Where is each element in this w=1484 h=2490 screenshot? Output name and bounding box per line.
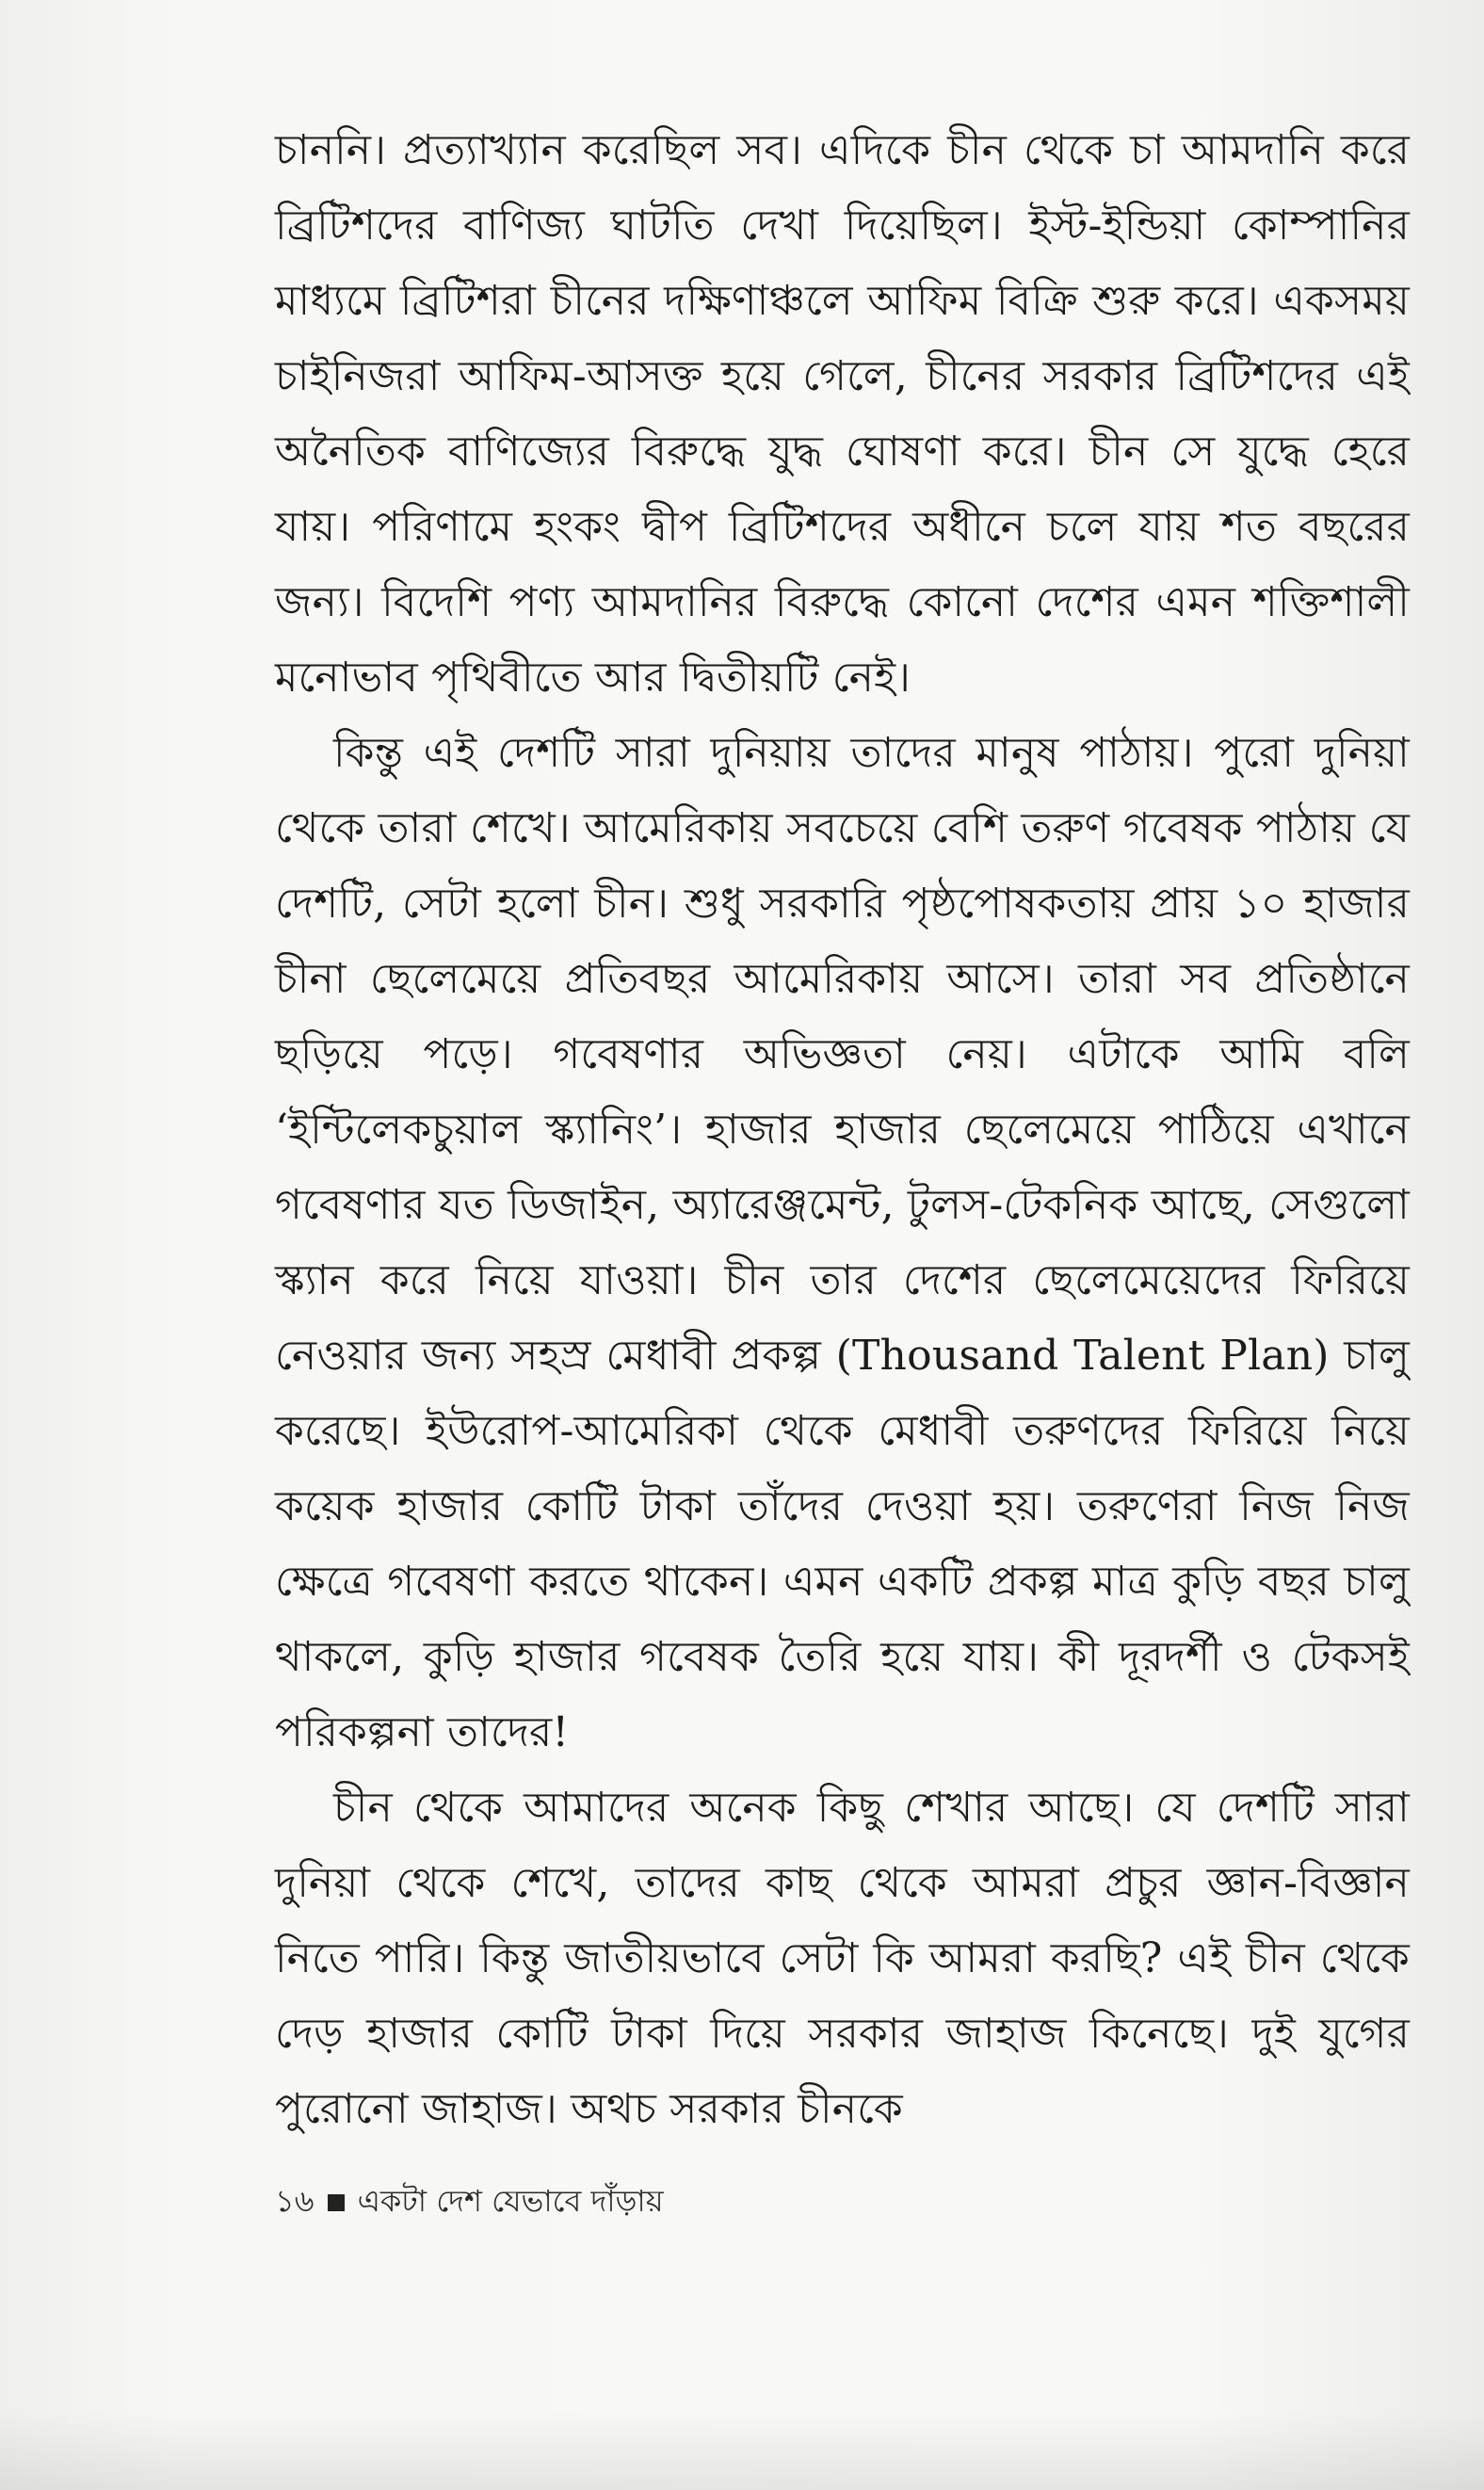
page-number: ১৬ [275, 2183, 315, 2219]
paragraph-3: চীন থেকে আমাদের অনেক কিছু শেখার আছে। যে দেশটি সারা দুনিয়া থেকে শেখে, তাদের কাছ থেকে আমরা প্রচুর জ্ঞান-বিজ্ঞান নিতে পারি। কিন্তু জাতীয়ভাবে সেটা কি আমরা করছি? এই চীন থেকে দেড় হাজার কোটি টাকা দিয়ে সরকার জাহাজ কিনেছে। দুই যুগের পুরোনো জাহাজ। অথচ সরকার চীনকে [275, 1784, 1410, 2133]
body-text [275, 113, 1410, 2147]
page-footer [275, 2177, 664, 2228]
square-bullet-icon [328, 2194, 345, 2211]
paragraph-2: কিন্তু এই দেশটি সারা দুনিয়ায় তাদের মানুষ পাঠায়। পুরো দুনিয়া থেকে তারা শেখে। আমেরিকায় সবচেয়ে বেশি তরুণ গবেষক পাঠায় যে দেশটি, সেটা হলো চীন। শুধু সরকারি পৃষ্ঠপোষকতায় প্রায় ১০ হাজার চীনা ছেলেমেয়ে প্রতিবছর আমেরিকায় আসে। তারা সব প্রতিষ্ঠানে ছড়িয়ে পড়ে। গবেষণার অভিজ্ঞতা নেয়। এটাকে আমি বলি ‘ইন্টিলেকচুয়াল স্ক্যানিং’। হাজার হাজার ছেলেমেয়ে পাঠিয়ে এখানে গবেষণার যত ডিজাইন, অ্যারেঞ্জমেন্ট, টুলস-টেকনিক আছে, সেগুলো স্ক্যান করে নিয়ে যাওয়া। চীন তার দেশের ছেলেমেয়েদের ফিরিয়ে নেওয়ার জন্য সহস্র মেধাবী প্রকল্প (Thousand Talent Plan) চালু করেছে। ইউরোপ-আমেরিকা থেকে মেধাবী তরুণদের ফিরিয়ে নিয়ে কয়েক হাজার কোটি টাকা তাঁদের দেওয়া হয়। তরুণেরা নিজ নিজ ক্ষেত্রে গবেষণা করতে থাকেন। এমন একটি প্রকল্প মাত্র কুড়ি বছর চালু থাকলে, কুড়ি হাজার গবেষক তৈরি হয়ে যায়। কী দূরদর্শী ও টেকসই পরিকল্পনা তাদের! [275, 729, 1410, 1756]
book-title: একটা দেশ যেভাবে দাঁড়ায় [357, 2183, 664, 2219]
page-edge-shadow [0, 2411, 1484, 2490]
paragraph-1: চাননি। প্রত্যাখ্যান করেছিল সব। এদিকে চীন থেকে চা আমদানি করে ব্রিটিশদের বাণিজ্য ঘাটতি দেখা দিয়েছিল। ইস্ট-ইন্ডিয়া কোম্পানির মাধ্যমে ব্রিটিশরা চীনের দক্ষিণাঞ্চলে আফিম বিক্রি শুরু করে। একসময় চাইনিজরা আফিম-আসক্ত হয়ে গেলে, চীনের সরকার ব্রিটিশদের এই অনৈতিক বাণিজ্যের বিরুদ্ধে যুদ্ধ ঘোষণা করে। চীন সে যুদ্ধে হেরে যায়। পরিণামে হংকং দ্বীপ ব্রিটিশদের অধীনে চলে যায় শত বছরের জন্য। বিদেশি পণ্য আমদানির বিরুদ্ধে কোনো দেশের এমন শক্তিশালী মনোভাব পৃথিবীতে আর দ্বিতীয়টি নেই। [275, 126, 1410, 702]
